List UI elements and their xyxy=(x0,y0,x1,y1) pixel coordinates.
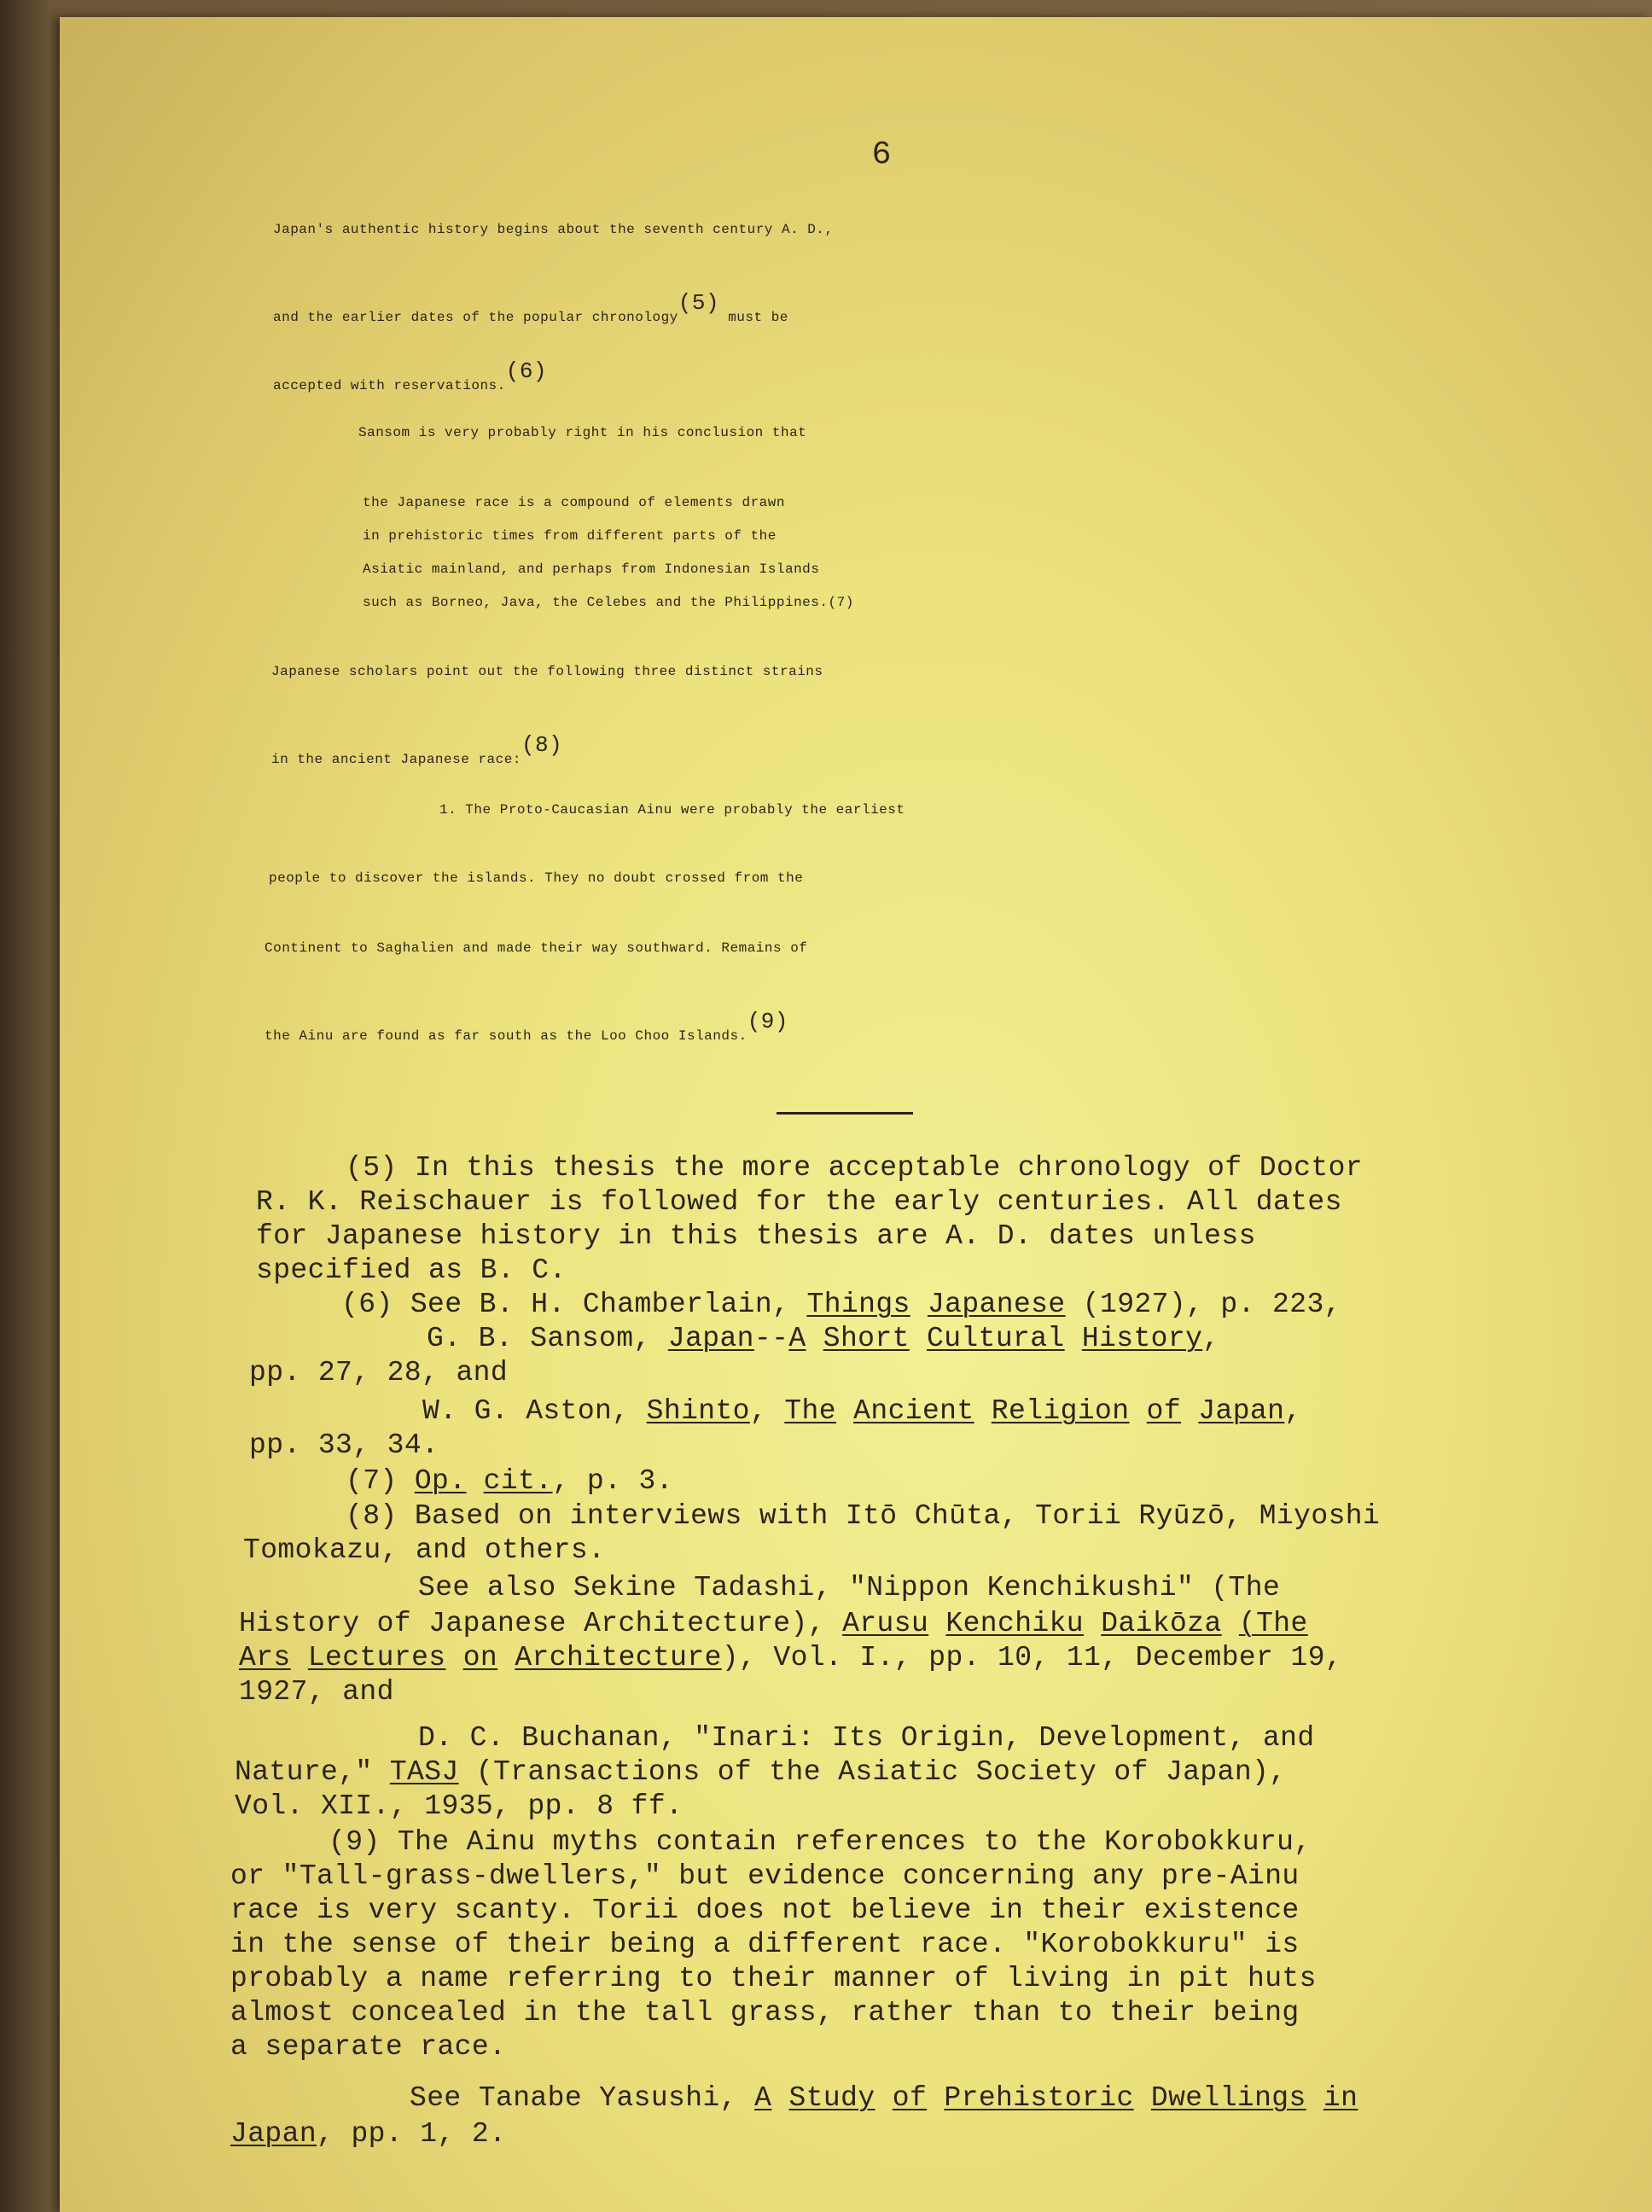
footnote-line: R. K. Reischauer is followed for the early centuries. All dates xyxy=(256,1186,1342,1218)
page-number: 6 xyxy=(871,137,892,173)
footnote-line: (9) The Ainu myths contain references to the Korobokkuru, xyxy=(329,1826,1312,1858)
footnote-line: race is very scanty. Torii does not believe in their existence xyxy=(230,1895,1300,1926)
footnote-line: Tomokazu, and others. xyxy=(243,1534,606,1566)
footnote-line: See Tanabe Yasushi, A Study of Prehistoric Dwellings in xyxy=(410,2082,1358,2114)
block-quote-line: the Japanese race is a compound of elements drawn xyxy=(363,495,785,510)
body-line: in the ancient Japanese race:$^{(8)}$ xyxy=(271,732,563,767)
block-quote-line: Asiatic mainland, and perhaps from Indonesian Islands xyxy=(363,562,820,577)
footnote-line: G. B. Sansom, Japan--A Short Cultural History, xyxy=(427,1323,1220,1354)
footnote-line: (6) See B. H. Chamberlain, Things Japanese (1927), p. 223, xyxy=(341,1289,1341,1320)
footnote-line: Ars Lectures on Architecture), Vol. I., pp. 10, 11, December 19, xyxy=(239,1642,1343,1674)
footnote-line: See also Sekine Tadashi, "Nippon Kenchikushi" (The xyxy=(418,1572,1281,1604)
block-quote-line: such as Borneo, Java, the Celebes and the Philippines.(7) xyxy=(363,595,854,610)
body-line: accepted with reservations.$^{(6)}$ xyxy=(273,358,548,393)
footnote-line: probably a name referring to their manner of living in pit huts xyxy=(230,1963,1317,1994)
typed-page xyxy=(60,17,1652,2212)
footnote-line: (5) In this thesis the more acceptable chronology of Doctor xyxy=(346,1152,1363,1184)
footnote-line: specified as B. C. xyxy=(256,1254,567,1286)
footnote-ref: (8) xyxy=(521,732,563,758)
footnote-line: History of Japanese Architecture), Arusu Kenchiku Daikōza (The xyxy=(239,1608,1308,1639)
body-line: Continent to Saghalien and made their way southward. Remains of xyxy=(265,940,808,956)
footnote-ref: (5) xyxy=(678,290,720,316)
body-line: and the earlier dates of the popular chronology$^{(5)}$ must be xyxy=(273,290,788,325)
footnote-line: 1927, and xyxy=(239,1676,394,1708)
body-line: people to discover the islands. They no doubt crossed from the xyxy=(269,870,804,886)
block-quote-line: in prehistoric times from different parts of the xyxy=(363,528,777,544)
footnote-separator xyxy=(777,1112,913,1115)
footnote-line: D. C. Buchanan, "Inari: Its Origin, Development, and xyxy=(418,1722,1315,1754)
footnote-line: almost concealed in the tall grass, rather than to their being xyxy=(230,1997,1300,2029)
footnote-line: (8) Based on interviews with Itō Chūta, Torii Ryūzō, Miyoshi xyxy=(346,1500,1381,1532)
footnote-line: pp. 27, 28, and xyxy=(249,1357,509,1388)
footnote-line: a separate race. xyxy=(230,2031,507,2063)
footnote-line: Vol. XII., 1935, pp. 8 ff. xyxy=(235,1790,683,1822)
footnote-line: in the sense of their being a different race. "Korobokkuru" is xyxy=(230,1929,1300,1960)
body-line: Japanese scholars point out the following three distinct strains xyxy=(271,664,823,679)
footnote-line: or "Tall-grass-dwellers," but evidence concerning any pre-Ainu xyxy=(230,1860,1300,1892)
body-line: Sansom is very probably right in his conclusion that xyxy=(358,425,807,440)
footnote-line: Japan, pp. 1, 2. xyxy=(230,2118,507,2150)
body-line: Japan's authentic history begins about the seventh century A. D., xyxy=(273,222,834,237)
footnote-line: Nature," TASJ (Transactions of the Asiatic Society of Japan), xyxy=(235,1756,1287,1788)
footnote-line: W. G. Aston, Shinto, The Ancient Religion of Japan, xyxy=(422,1395,1302,1427)
body-line: 1. The Proto-Caucasian Ainu were probably the earliest xyxy=(439,802,905,818)
footnote-line: pp. 33, 34. xyxy=(249,1429,439,1461)
footnote-line: for Japanese history in this thesis are A. D. dates unless xyxy=(256,1220,1256,1252)
footnote-line: (7) Op. cit., p. 3. xyxy=(346,1465,673,1497)
footnote-ref: (9) xyxy=(747,1009,788,1034)
body-line: the Ainu are found as far south as the Loo Choo Islands.$^{(9)}$ xyxy=(265,1009,788,1044)
footnote-ref: (6) xyxy=(505,358,548,384)
